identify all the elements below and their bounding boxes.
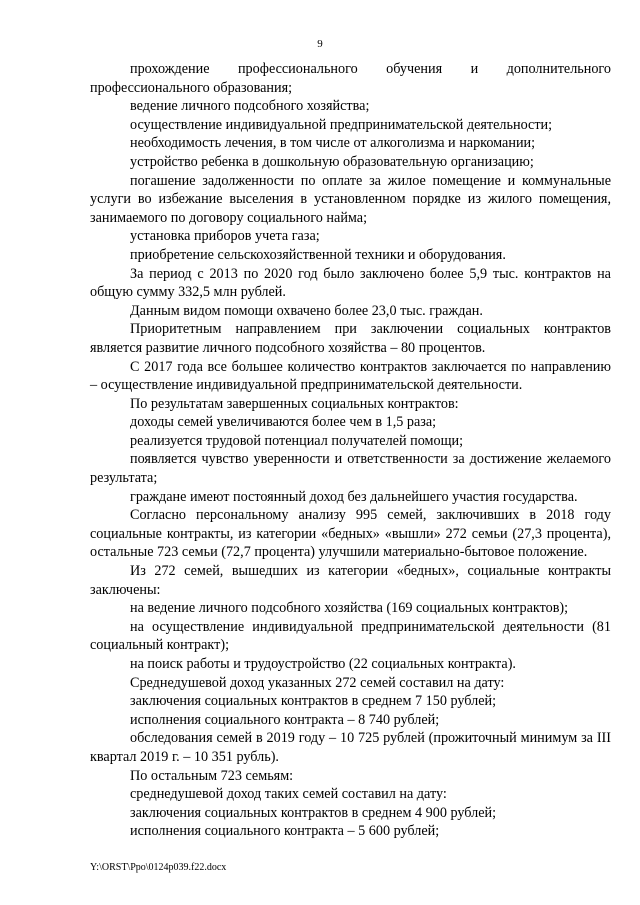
- paragraph: прохождение профессионального обучения и дополнительного профессионального образования;: [90, 61, 611, 96]
- paragraph: заключения социальных контрактов в среднем 4 900 рублей;: [130, 804, 497, 821]
- paragraph: Согласно персональному анализу 995 семей, заключивших в 2018 году социальные контракты, из категории «бедных» «вышли» 272 семьи (27,3 процента), остальные 723 семьи (72,7 процента) улучшили материально-бытовое положение.: [90, 507, 611, 561]
- paragraph: заключения социальных контрактов в среднем 7 150 рублей;: [130, 693, 497, 710]
- paragraph: Из 272 семей, вышедших из категории «бедных», социальные контракты заключены:: [90, 563, 611, 598]
- paragraph: появляется чувство уверенности и ответственности за достижение желаемого результата;: [90, 451, 611, 487]
- paragraph: По остальным 723 семьям:: [130, 767, 294, 784]
- paragraph: осуществление индивидуальной предпринимательской деятельности;: [130, 116, 553, 133]
- paragraph: ведение личного подсобного хозяйства;: [130, 98, 370, 115]
- paragraph: устройство ребенка в дошкольную образовательную организацию;: [130, 153, 534, 170]
- paragraph: обследования семей в 2019 году – 10 725 рублей (прожиточный минимум за III квартал 2019 г. – 10 351 рубль).: [90, 730, 611, 765]
- file-path-footer: Y:\ORST\Ppo\0124p039.f22.docx: [90, 862, 227, 873]
- paragraph: По результатам завершенных социальных контрактов:: [130, 395, 459, 412]
- paragraph: среднедушевой доход таких семей составил на дату:: [130, 786, 447, 803]
- paragraph: установка приборов учета газа;: [130, 228, 320, 245]
- paragraph: граждане имеют постоянный доход без дальнейшего участия государства.: [130, 488, 578, 505]
- paragraph: на поиск работы и трудоустройство (22 социальных контракта).: [130, 656, 516, 672]
- paragraph: исполнения социального контракта – 5 600 рублей;: [130, 823, 440, 840]
- paragraph: на ведение личного подсобного хозяйства (169 социальных контрактов);: [130, 600, 569, 617]
- paragraph: исполнения социального контракта – 8 740 рублей;: [130, 711, 440, 728]
- paragraph: погашение задолженности по оплате за жилое помещение и коммунальные услуги во избежание выселения в установленном порядке из жилого помещения, занимаемого по договору социального найма;: [90, 172, 611, 226]
- paragraph: на осуществление индивидуальной предпринимательской деятельности (81 социальный контракт);: [90, 618, 611, 654]
- paragraph: С 2017 года все большее количество контрактов заключается по направлению – осуществление индивидуальной предпринимательской деятельности.: [90, 358, 611, 394]
- paragraph: Данным видом помощи охвачено более 23,0 тыс. граждан.: [130, 302, 483, 319]
- paragraph: За период с 2013 по 2020 год было заключено более 5,9 тыс. контрактов на общую сумму 332,5 млн рублей.: [90, 265, 611, 301]
- document-body: [90, 60, 611, 841]
- paragraph: необходимость лечения, в том числе от алкоголизма и наркомании;: [130, 135, 536, 152]
- paragraph: Приоритетным направлением при заключении социальных контрактов является развитие личного подсобного хозяйства – 80 процентов.: [90, 321, 611, 356]
- page-number: 9: [317, 38, 323, 50]
- paragraph: реализуется трудовой потенциал получателей помощи;: [130, 432, 464, 449]
- paragraph: приобретение сельскохозяйственной техники и оборудования.: [130, 246, 506, 263]
- paragraph: Среднедушевой доход указанных 272 семей составил на дату:: [130, 674, 505, 691]
- paragraph: доходы семей увеличиваются более чем в 1,5 раза;: [130, 414, 437, 431]
